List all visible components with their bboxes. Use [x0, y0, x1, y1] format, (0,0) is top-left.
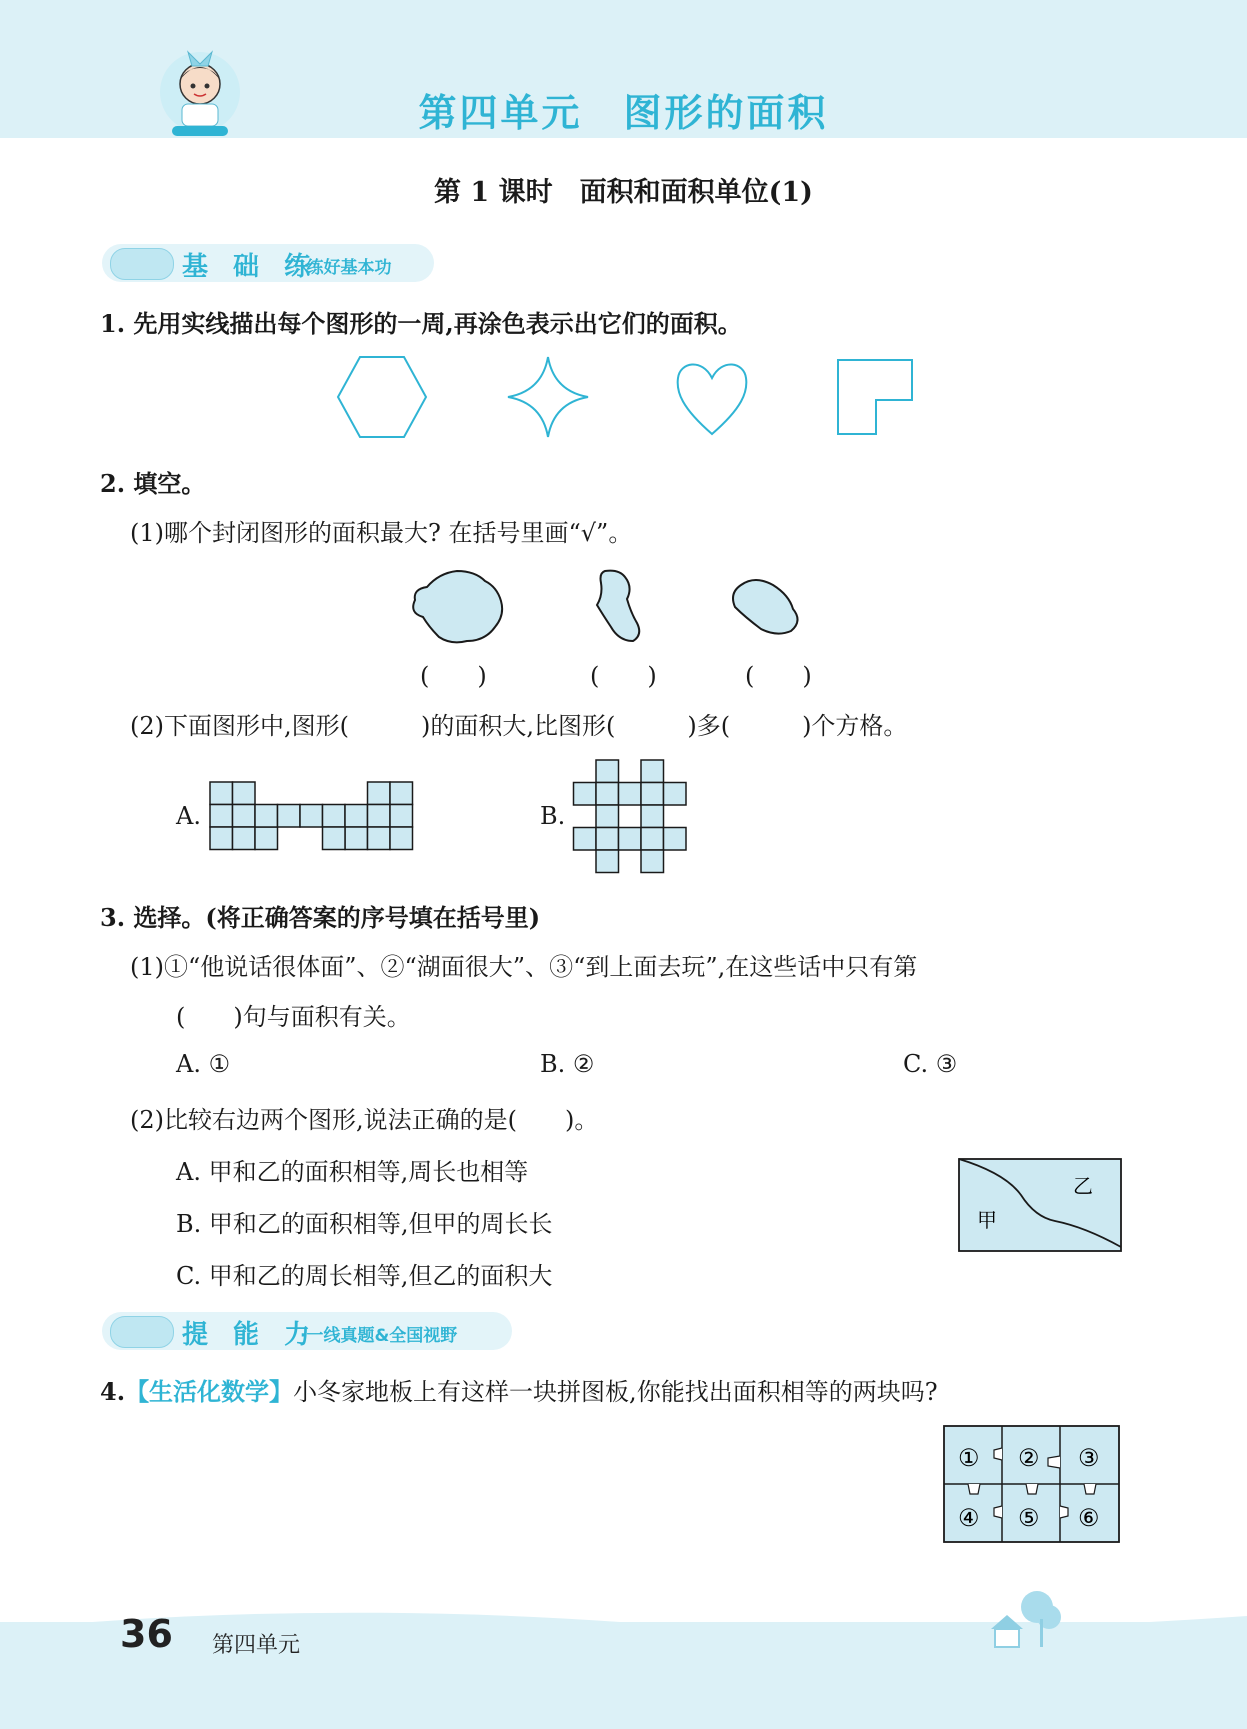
question-text: . 选择。(将正确答案的序号填在括号里)	[116, 903, 541, 932]
section-title: 基 础 练	[182, 252, 319, 282]
lesson-title: 第 1 课时 面积和面积单位(1)	[434, 177, 813, 208]
footer-unit: 第四单元	[212, 1633, 301, 1658]
q3-sub1-line2: ( )句与面积有关。	[176, 1003, 411, 1031]
option-c[interactable]: C. ③	[903, 1050, 958, 1078]
answer-blank[interactable]: ( )	[420, 662, 487, 690]
question-1	[100, 304, 742, 339]
option-a[interactable]: A. 甲和乙的面积相等,周长也相等	[176, 1158, 529, 1186]
question-text: 小冬家地板上有这样一块拼图板,你能找出面积相等的两块吗?	[293, 1378, 938, 1406]
piece-4: ④	[958, 1504, 980, 1532]
q3-sub2: (2)比较右边两个图形,说法正确的是( )。	[130, 1106, 599, 1134]
split-rectangle-figure	[955, 1155, 1125, 1255]
label-jia: 甲	[977, 1208, 997, 1232]
grid-label-a: A.	[176, 802, 201, 830]
question-3	[100, 898, 540, 933]
piece-5: ⑤	[1018, 1504, 1040, 1532]
grid-figure-b-svg	[565, 755, 695, 875]
question-number: 2	[100, 469, 117, 498]
unit-title: 第四单元 图形的面积	[418, 91, 829, 135]
answer-blank[interactable]: ( )	[745, 662, 812, 690]
piece-1: ①	[958, 1444, 980, 1472]
question-text: . 填空。	[116, 469, 206, 498]
piece-3: ③	[1078, 1444, 1100, 1472]
page-number: 36	[120, 1612, 173, 1656]
piece-6: ⑥	[1078, 1504, 1100, 1532]
q1-shapes	[330, 352, 930, 442]
question-number: 4	[100, 1377, 117, 1406]
blob-shape-2	[597, 571, 639, 641]
blobs	[405, 565, 835, 650]
option-b[interactable]: B. ②	[540, 1050, 595, 1078]
hexagon-icon	[338, 357, 426, 437]
grid-figure-a	[210, 782, 413, 850]
option-a[interactable]: A. ①	[176, 1050, 231, 1078]
l-shape-icon	[838, 360, 912, 434]
jigsaw-board	[940, 1422, 1125, 1547]
q3-sub1-line1: (1)①“他说话很体面”、②“湖面很大”、③“到上面去玩”,在这些话中只有第	[130, 953, 918, 981]
grid-label-b: B.	[540, 802, 566, 830]
section-subtitle: ·练好基本功	[300, 258, 392, 278]
section-subtitle: ·一线真题&全国视野	[300, 1326, 458, 1346]
q2-sub1: (1)哪个封闭图形的面积最大? 在括号里画“√”。	[130, 519, 633, 547]
question-2	[100, 464, 205, 499]
cloud-badge-icon	[110, 248, 174, 280]
star-icon	[508, 357, 588, 437]
option-b[interactable]: B. 甲和乙的面积相等,但甲的周长长	[176, 1210, 553, 1238]
question-text: . 先用实线描出每个图形的一周,再涂色表示出它们的面积。	[116, 309, 742, 338]
section-title: 提 能 力	[182, 1320, 319, 1350]
question-number: 1	[100, 309, 117, 338]
house-tree-icon	[985, 1585, 1065, 1655]
cloud-badge-icon	[110, 1316, 174, 1348]
label-yi: 乙	[1073, 1174, 1093, 1198]
question-tag: 【生活化数学】	[125, 1377, 294, 1406]
blob-shape-1	[413, 571, 502, 642]
blob-shape-3	[733, 580, 798, 634]
question-number: 3	[100, 903, 117, 932]
question-4: 4.【生活化数学】小冬家地板上有这样一块拼图板,你能找出面积相等的两块吗?	[100, 1377, 938, 1406]
answer-blank[interactable]: ( )	[590, 662, 657, 690]
piece-2: ②	[1018, 1444, 1040, 1472]
q2-sub2: (2)下面图形中,图形( )的面积大,比图形( )多( )个方格。	[130, 712, 908, 740]
option-c[interactable]: C. 甲和乙的周长相等,但乙的面积大	[176, 1262, 553, 1290]
heart-icon	[678, 364, 747, 434]
